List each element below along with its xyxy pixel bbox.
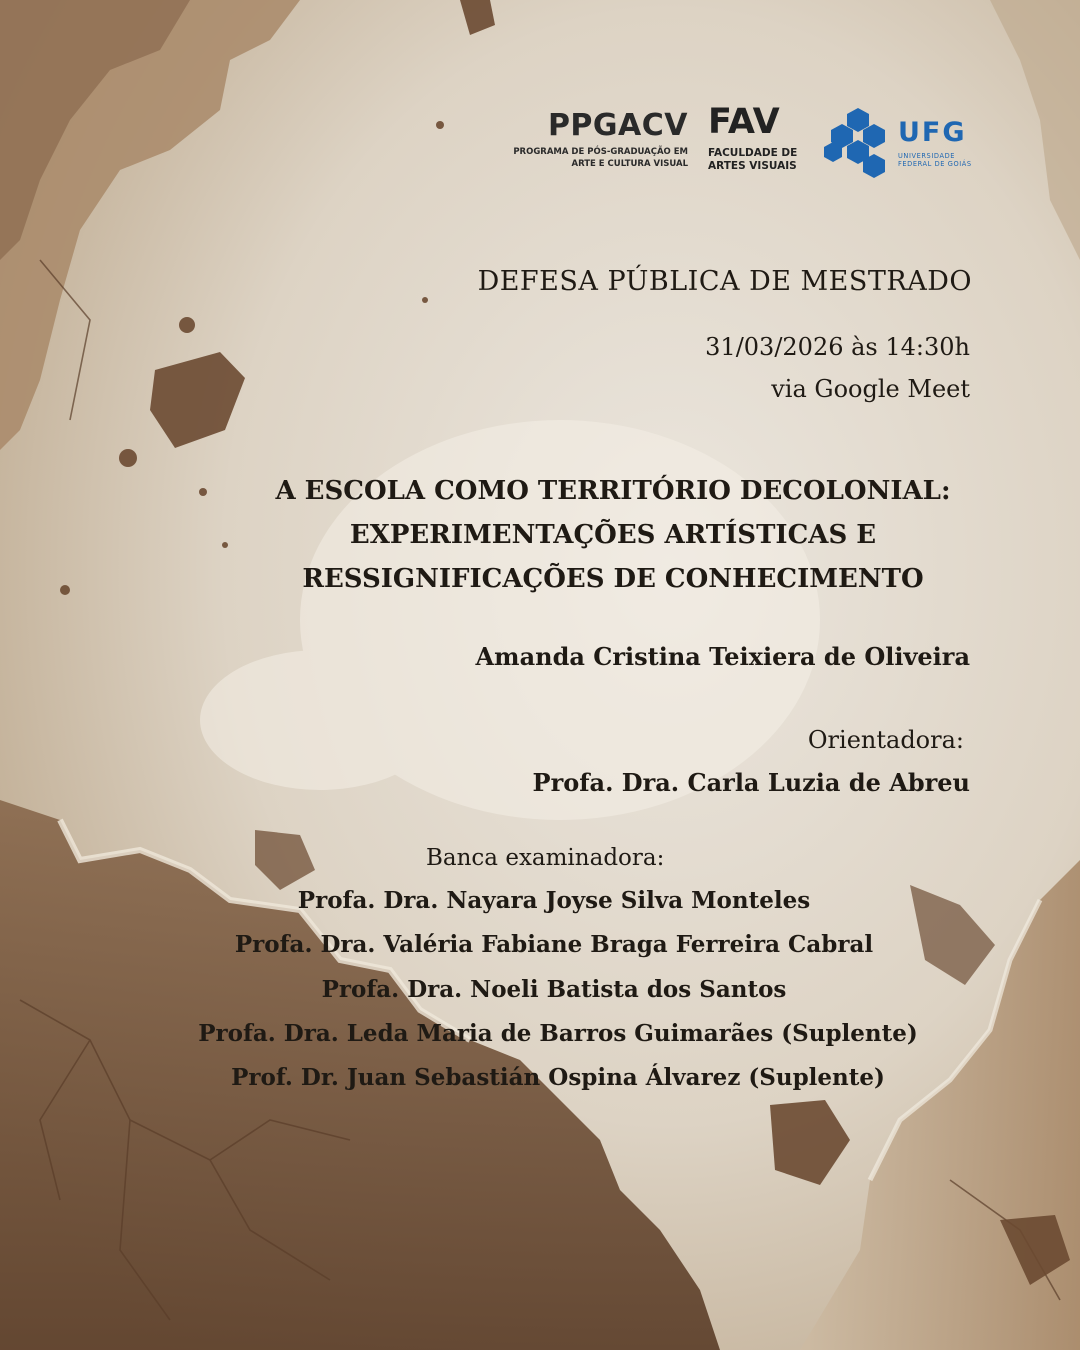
ufg-hexagon-icon bbox=[822, 104, 894, 184]
event-datetime: 31/03/2026 às 14:30h bbox=[705, 333, 970, 361]
committee-label: Banca examinadora: bbox=[426, 845, 665, 871]
committee-member: Profa. Dra. Nayara Joyse Silva Monteles bbox=[297, 887, 811, 914]
logo-bar bbox=[510, 100, 990, 190]
fav-subtitle-line2: ARTES VISUAIS bbox=[708, 160, 797, 172]
fav-logo bbox=[708, 102, 808, 173]
thesis-title-line-2: EXPERIMENTAÇÕES ARTÍSTICAS E bbox=[349, 520, 877, 550]
ufg-logo bbox=[822, 104, 992, 184]
committee-member: Profa. Dra. Noeli Batista dos Santos bbox=[321, 976, 787, 1003]
thesis-title-line-1: A ESCOLA COMO TERRITÓRIO DECOLONIAL: bbox=[275, 476, 951, 506]
advisor-label: Orientadora: bbox=[807, 726, 964, 754]
fav-name: FAV bbox=[708, 102, 780, 142]
committee-member: Profa. Dra. Valéria Fabiane Braga Ferreira Cabral bbox=[234, 931, 874, 958]
ppgacv-subtitle-line1: PROGRAMA DE PÓS-GRADUAÇÃO EM bbox=[513, 147, 688, 157]
ufg-name: UFG bbox=[898, 117, 967, 148]
event-location: via Google Meet bbox=[771, 375, 970, 403]
ufg-subtitle-line2: FEDERAL DE GOIÁS bbox=[898, 160, 972, 168]
ufg-subtitle-line1: UNIVERSIDADE bbox=[898, 152, 956, 160]
advisor-name: Profa. Dra. Carla Luzia de Abreu bbox=[532, 768, 970, 797]
ppgacv-name: PPGACV bbox=[547, 108, 688, 143]
thesis-title-line-3: RESSIGNIFICAÇÕES DE CONHECIMENTO bbox=[302, 564, 924, 594]
committee-member: Prof. Dr. Juan Sebastián Ospina Álvarez (Suplente) bbox=[231, 1064, 885, 1091]
author-name: Amanda Cristina Teixiera de Oliveira bbox=[475, 642, 970, 671]
committee-member: Profa. Dra. Leda Maria de Barros Guimarães (Suplente) bbox=[198, 1020, 918, 1047]
ppgacv-subtitle-line2: ARTE E CULTURA VISUAL bbox=[571, 159, 688, 169]
fav-subtitle-line1: FACULDADE DE bbox=[708, 147, 798, 159]
ppgacv-logo bbox=[510, 108, 688, 170]
event-type: DEFESA PÚBLICA DE MESTRADO bbox=[477, 266, 972, 297]
